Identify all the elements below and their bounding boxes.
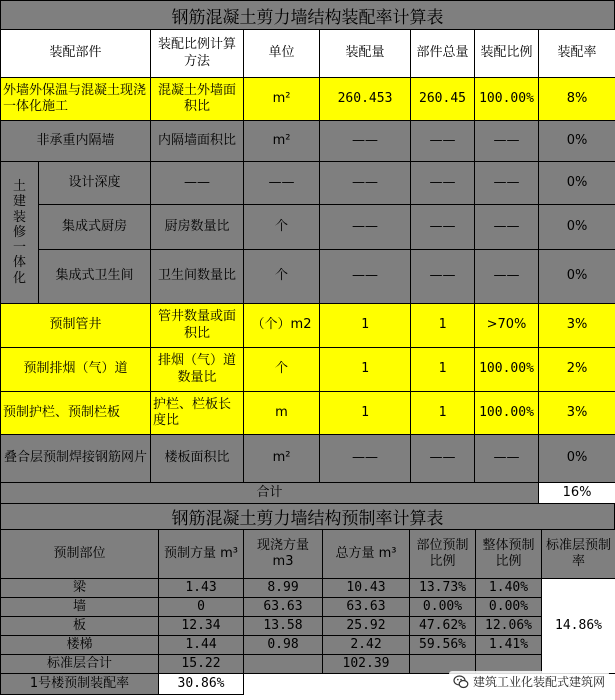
watermark-text: 建筑工业化装配式建筑网 [472,675,605,689]
total-label: 合计 [1,483,539,505]
unit-cell: m² [244,435,320,483]
header-total: 部件总量 [411,30,475,78]
table-row [1,162,615,205]
ratio-cell: —— [475,250,539,304]
ratio-cell: 100.00% [475,348,539,392]
rate-cell: 0% [539,250,615,304]
header-part-ratio: 部位预制比例 [410,530,476,579]
part-cell: 楼梯 [1,636,159,655]
part-cell: 叠合层预制焊接钢筋网片 [1,435,151,483]
unit-cell: 个 [244,250,320,304]
table-row [1,636,615,655]
amount-cell: —— [320,205,411,250]
empty-cell [244,655,323,674]
header-total: 总方量 m³ [323,530,410,579]
std-rate-cell: 14.86% [542,579,615,674]
table-row [1,78,615,121]
subtotal-label: 标准层合计 [1,655,159,674]
overall-ratio-cell: 12.06% [476,617,542,636]
total-cell: 1 [411,392,475,435]
ratio-cell: —— [475,205,539,250]
table-row [1,205,615,250]
amount-cell: 1 [320,304,411,348]
unit-cell: 个 [244,348,320,392]
table-row [1,598,615,617]
precast-cell: 1.44 [159,636,244,655]
total-cell: —— [411,205,475,250]
rate-cell: 0% [539,121,615,162]
ratio-cell: —— [475,435,539,483]
overall-ratio-cell: 0.00% [476,598,542,617]
table-row [1,250,615,304]
total-cell: 1 [411,348,475,392]
total-cell: —— [411,435,475,483]
part-ratio-cell: 13.73% [410,579,476,598]
rate-cell: 3% [539,392,615,435]
unit-cell: 个 [244,205,320,250]
table-row [1,579,615,598]
header-cast: 现浇方量 m3 [244,530,323,579]
total-cell: —— [411,121,475,162]
part-cell: 梁 [1,579,159,598]
cast-cell: 63.63 [244,598,323,617]
ratio-cell: —— [475,162,539,205]
total-cell: 1 [411,304,475,348]
precast-cell: 0 [159,598,244,617]
unit-cell: （个）m2 [244,304,320,348]
table1-total-row [1,483,615,505]
header-amount: 装配量 [320,30,411,78]
total-cell: 2.42 [323,636,410,655]
part-cell: 设计深度 [39,162,151,205]
overall-ratio-cell: 1.41% [476,636,542,655]
part-cell: 板 [1,617,159,636]
ratio-cell: 100.00% [475,392,539,435]
rate-cell: 0% [539,205,615,250]
rate-cell: 0% [539,435,615,483]
wechat-icon [453,674,469,690]
header-overall-ratio: 整体预制比例 [476,530,542,579]
table-row [1,435,615,483]
ratio-cell: —— [475,121,539,162]
building-label: 1号楼预制装配率 [1,674,159,695]
table-row [1,304,615,348]
method-cell: —— [151,162,244,205]
rate-cell: 0% [539,162,615,205]
total-value: 16% [539,483,615,505]
header-part: 装配部件 [1,30,151,78]
part-cell: 非承重内隔墙 [1,121,151,162]
group-cell [1,162,39,304]
subtotal-total: 102.39 [323,655,410,674]
method-cell: 排烟（气）道数量比 [151,348,244,392]
header-rate: 装配率 [539,30,615,78]
table2-title: 钢筋混凝土剪力墙结构预制率计算表 [0,503,615,530]
subtotal-precast: 15.22 [159,655,244,674]
ratio-cell: >70% [475,304,539,348]
method-cell: 管井数量或面积比 [151,304,244,348]
unit-cell: m² [244,78,320,121]
amount-cell: 1 [320,392,411,435]
precast-cell: 1.43 [159,579,244,598]
total-cell: —— [411,162,475,205]
rate-cell: 2% [539,348,615,392]
header-ratio: 装配比例 [475,30,539,78]
table-row [1,392,615,435]
rate-cell: 8% [539,78,615,121]
amount-cell: —— [320,121,411,162]
method-cell: 混凝土外墙面积比 [151,78,244,121]
header-std-rate: 标准层预制率 [542,530,615,579]
method-cell: 厨房数量比 [151,205,244,250]
unit-cell: m² [244,121,320,162]
unit-cell: —— [244,162,320,205]
method-cell: 护栏、栏板长度比 [151,392,244,435]
part-cell: 预制排烟（气）道 [1,348,151,392]
table-row [1,121,615,162]
total-cell: 25.92 [323,617,410,636]
part-ratio-cell: 0.00% [410,598,476,617]
amount-cell: 1 [320,348,411,392]
part-cell: 墙 [1,598,159,617]
group-label: 土 建 装 修 一 体 化 [12,178,26,286]
total-cell: 260.45 [411,78,475,121]
header-precast: 预制方量 m³ [159,530,244,579]
part-ratio-cell: 47.62% [410,617,476,636]
part-cell: 集成式卫生间 [39,250,151,304]
header-unit: 单位 [244,30,320,78]
amount-cell: —— [320,162,411,205]
assembly-rate-table [0,29,615,505]
amount-cell: —— [320,435,411,483]
table-row [1,348,615,392]
total-cell: —— [411,250,475,304]
total-cell: 63.63 [323,598,410,617]
method-cell: 楼板面积比 [151,435,244,483]
table-row [1,617,615,636]
rate-cell: 3% [539,304,615,348]
watermark [449,671,609,692]
table2-header-row [1,530,615,579]
amount-cell: —— [320,250,411,304]
overall-ratio-cell: 1.40% [476,579,542,598]
method-cell: 内隔墙面积比 [151,121,244,162]
header-part: 预制部位 [1,530,159,579]
cast-cell: 13.58 [244,617,323,636]
amount-cell: 260.453 [320,78,411,121]
ratio-cell: 100.00% [475,78,539,121]
part-cell: 外墙外保温与混凝土现浇一体化施工 [1,78,151,121]
table1-title: 钢筋混凝土剪力墙结构装配率计算表 [0,0,615,30]
header-method: 装配比例计算方法 [151,30,244,78]
part-ratio-cell: 59.56% [410,636,476,655]
cast-cell: 0.98 [244,636,323,655]
total-cell: 10.43 [323,579,410,598]
unit-cell: m [244,392,320,435]
precast-cell: 12.34 [159,617,244,636]
building-value: 30.86% [159,674,244,695]
table1-header-row [1,30,615,78]
part-cell: 预制护栏、预制栏板 [1,392,151,435]
part-cell: 预制管井 [1,304,151,348]
method-cell: 卫生间数量比 [151,250,244,304]
cast-cell: 8.99 [244,579,323,598]
part-cell: 集成式厨房 [39,205,151,250]
